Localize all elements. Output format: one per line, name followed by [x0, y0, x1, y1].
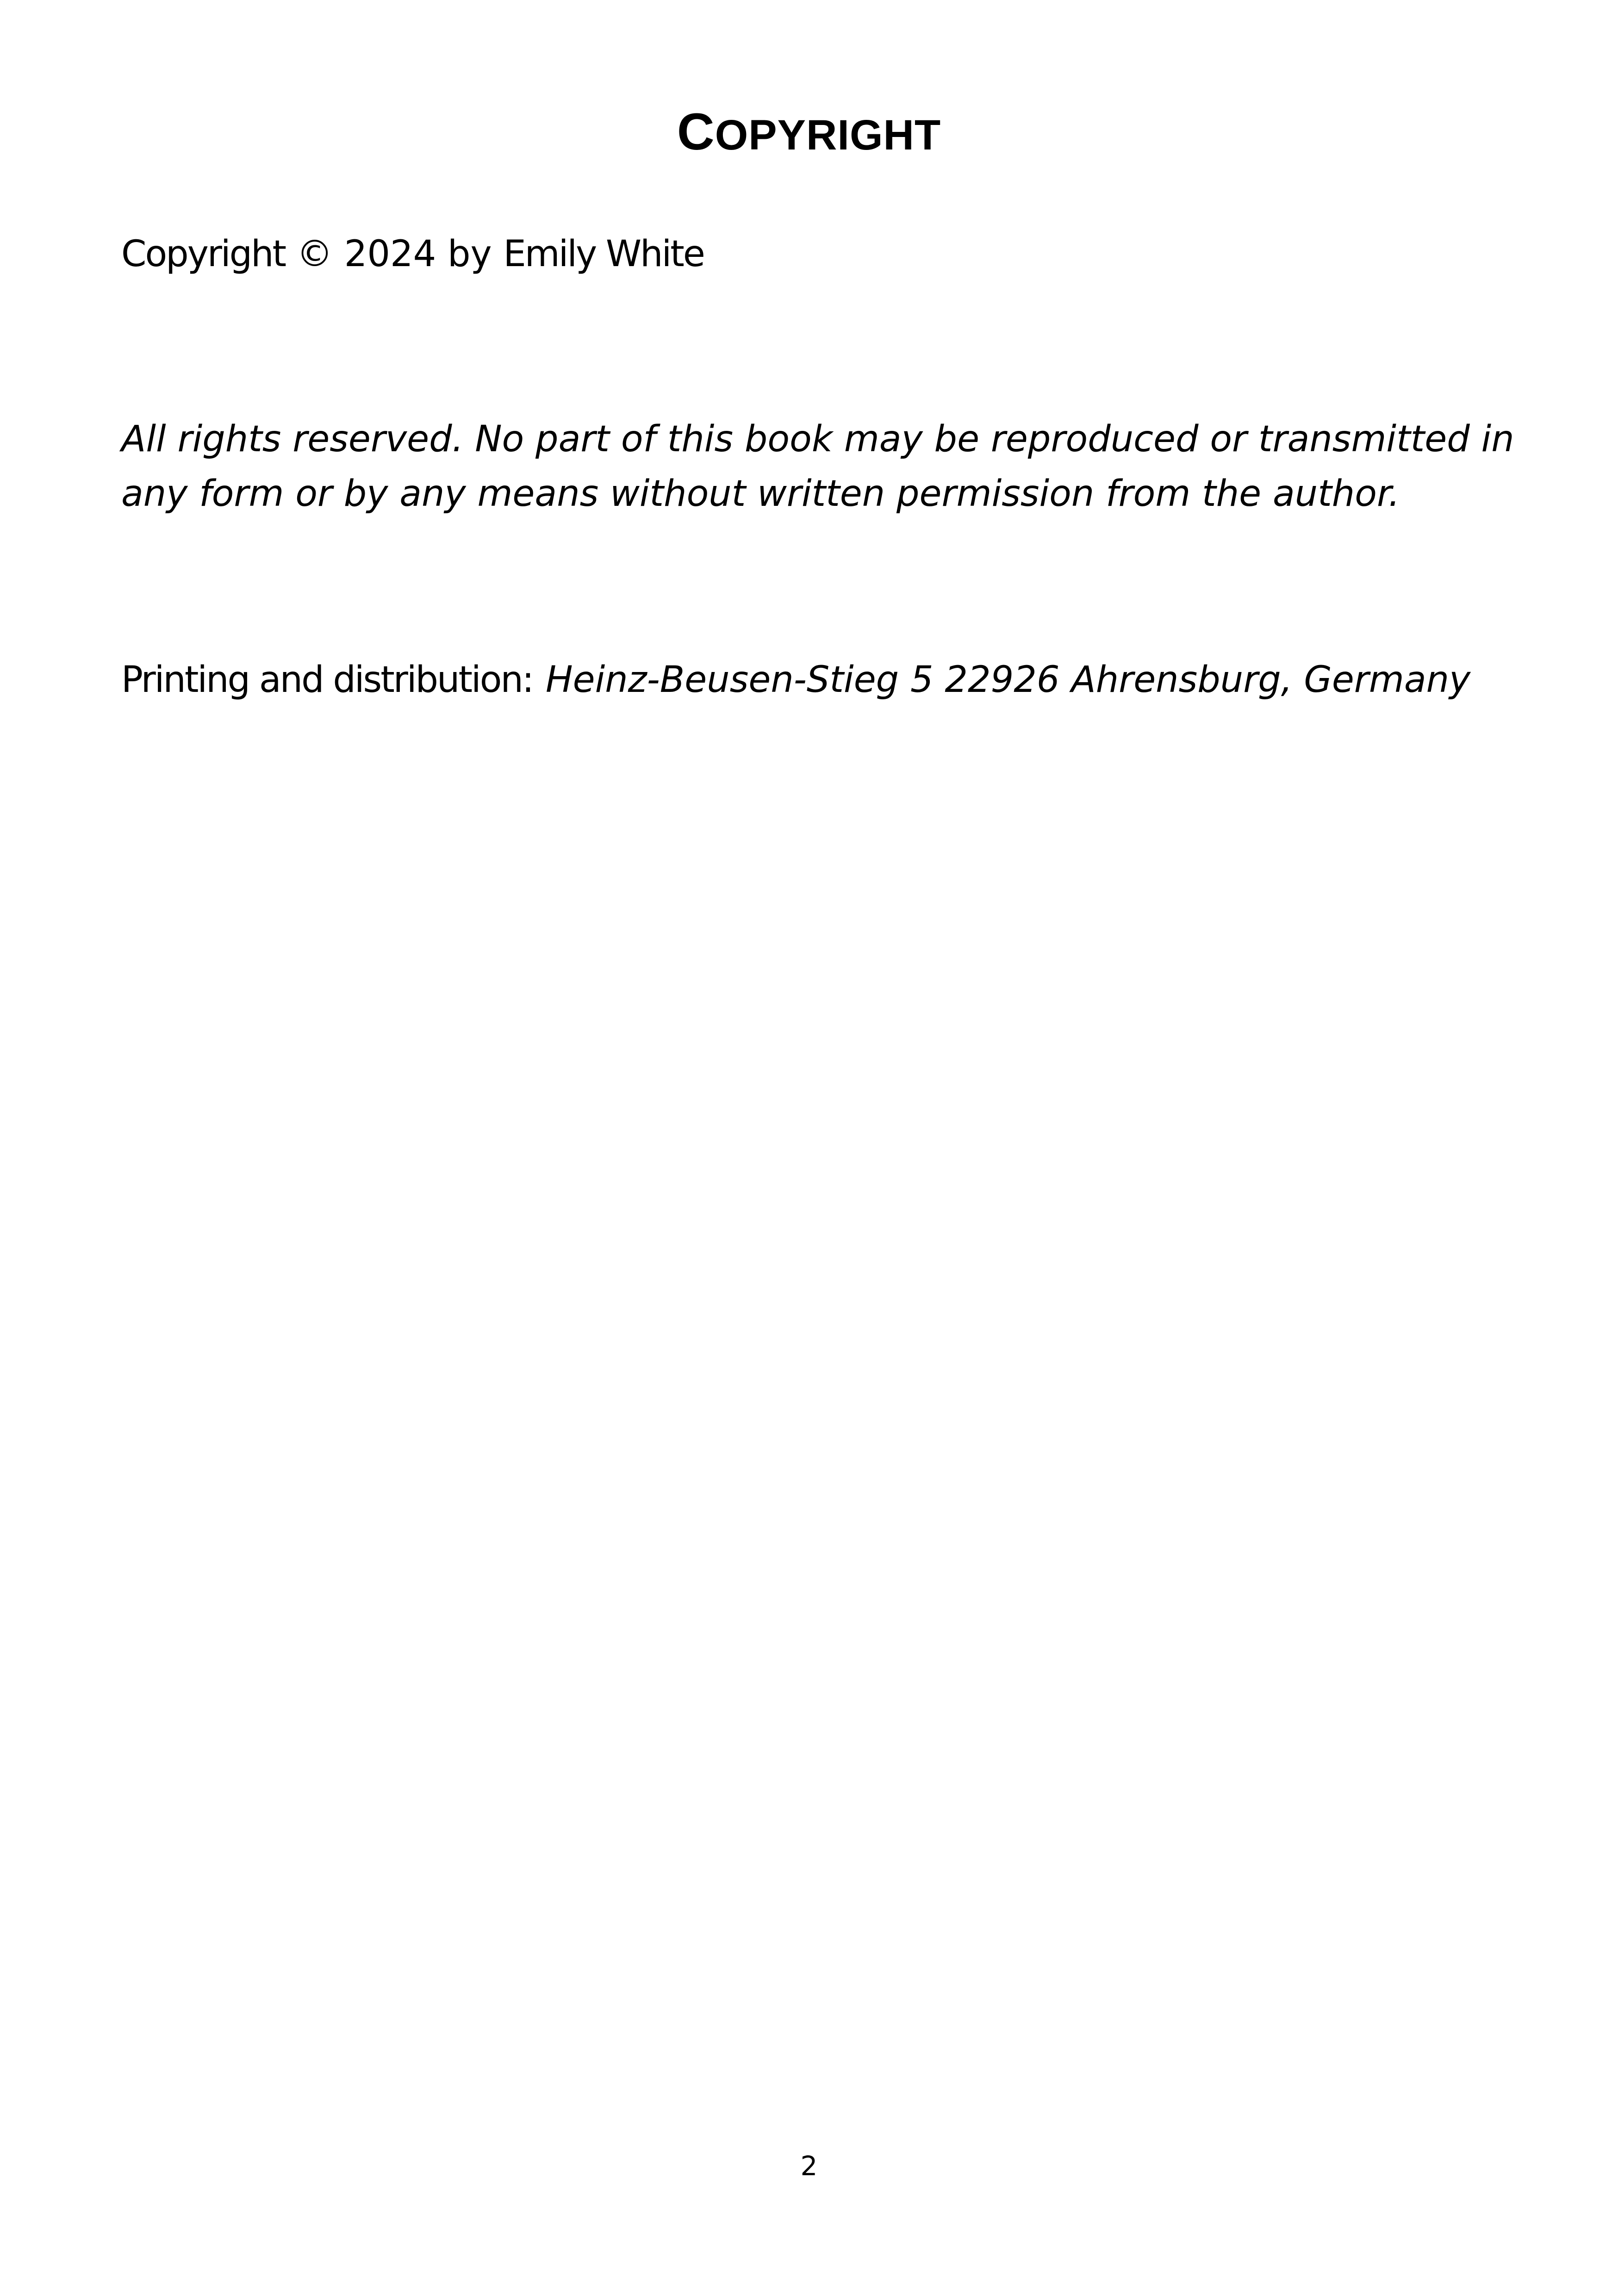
copyright-line: [121, 227, 1528, 281]
printing-separator: :: [522, 659, 546, 701]
rights-statement: All rights reserved. No part of this book may be reproduced or transmitted in any form or by any means without written permission from the author.: [121, 418, 1514, 515]
author-name: Emily White: [503, 233, 704, 275]
page-number: 2: [800, 2150, 818, 2182]
copyright-label: Copyright: [121, 233, 286, 275]
page-title: [0, 97, 1618, 170]
printing-line: [121, 653, 1528, 707]
printing-address: Heinz-Beusen-Stieg 5 22926 Ahrensburg, Germany: [545, 659, 1471, 701]
printing-label: Printing and distribution: [121, 659, 522, 701]
copyright-year-text: © 2024 by: [285, 233, 504, 275]
title-first-letter: C: [677, 103, 715, 161]
title-rest: OPYRIGHT: [715, 112, 941, 159]
